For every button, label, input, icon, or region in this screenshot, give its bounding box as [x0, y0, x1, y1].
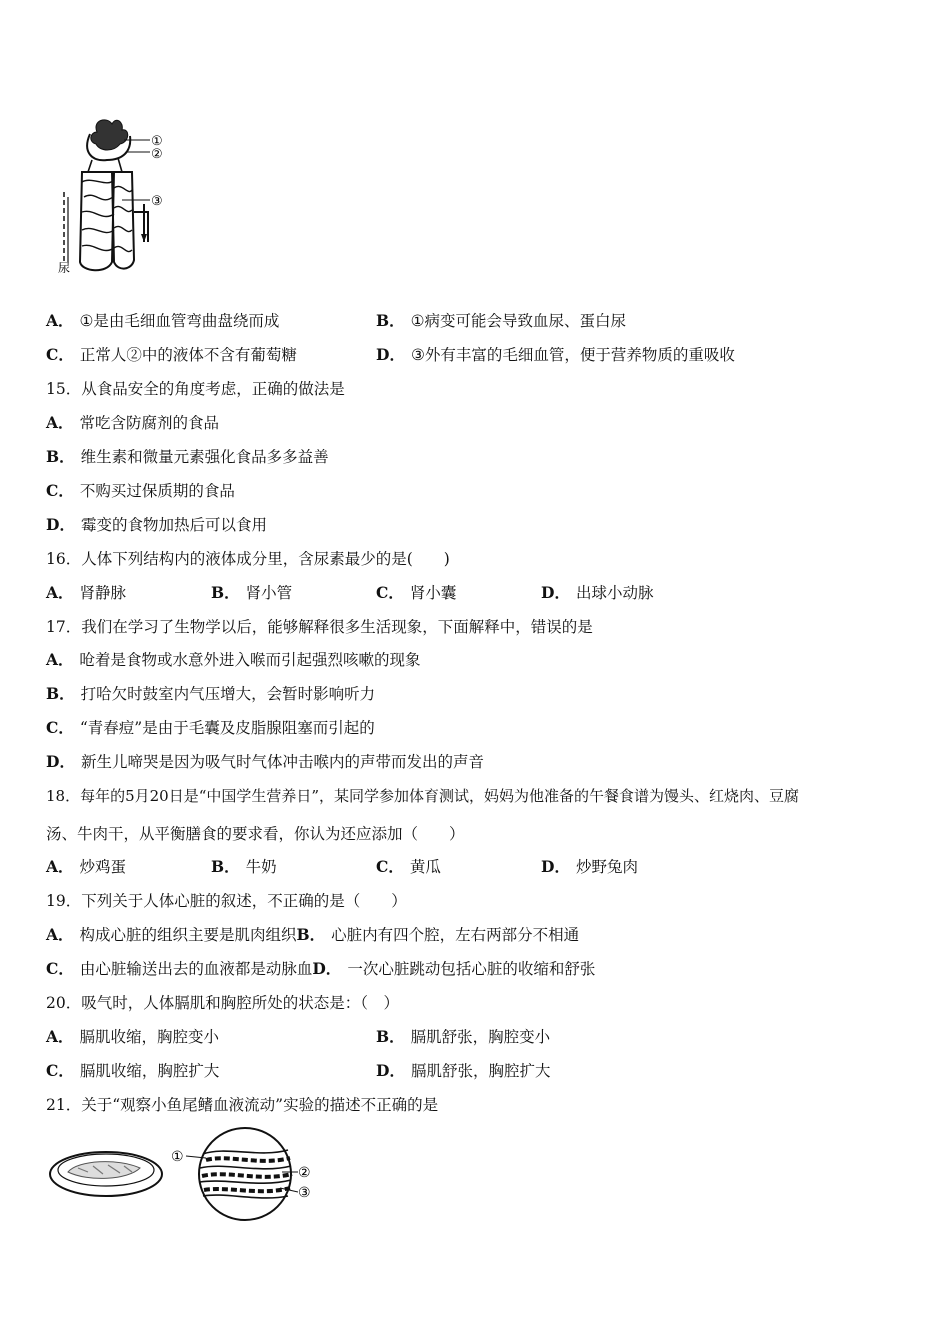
q21-figure-label-2: ②	[298, 1165, 311, 1181]
q21-figure-label-3: ③	[298, 1185, 311, 1201]
q16-option-d[interactable]: D． 出球小动脉	[541, 583, 654, 602]
q18-option-c[interactable]: C． 黄瓜	[376, 857, 441, 876]
q19-option-d[interactable]: D． 一次心脏跳动包括心脏的收缩和舒张	[312, 959, 596, 978]
petri-dish-diagram	[48, 1140, 166, 1202]
figure-label-urine: 尿	[58, 261, 71, 275]
q16-option-b[interactable]: B． 肾小管	[211, 583, 293, 602]
figure-label-2: ②	[151, 147, 163, 162]
q19-option-b[interactable]: B． 心脏内有四个腔，左右两部分不相通	[296, 925, 580, 944]
q15-option-d[interactable]: D． 霉变的食物加热后可以食用	[46, 515, 267, 534]
q16-option-c[interactable]: C． 肾小囊	[376, 583, 457, 602]
q15-option-b[interactable]: B． 维生素和微量元素强化食品多多益善	[46, 447, 329, 466]
q16-option-a[interactable]: A． 肾静脉	[46, 583, 127, 602]
q14-option-d[interactable]: D． ③外有丰富的毛细血管，便于营养物质的重吸收	[376, 345, 735, 364]
q21-figure-label-1: ①	[171, 1149, 184, 1165]
q18-option-b[interactable]: B． 牛奶	[211, 857, 277, 876]
q14-option-c[interactable]: C． 正常人②中的液体不含有葡萄糖	[46, 345, 297, 364]
q17-option-b[interactable]: B． 打哈欠时鼓室内气压增大，会暂时影响听力	[46, 684, 376, 703]
blood-flow-diagram	[170, 1124, 320, 1224]
q20-option-c[interactable]: C． 膈肌收缩，胸腔扩大	[46, 1061, 220, 1080]
q19-option-c[interactable]: C． 由心脏输送出去的血液都是动脉血	[46, 959, 313, 978]
figure-label-3: ③	[151, 194, 163, 209]
q14-option-a[interactable]: A． ①是由毛细血管弯曲盘绕而成	[46, 311, 280, 330]
q19-option-row1	[46, 925, 579, 945]
figure-label-1: ①	[151, 134, 163, 149]
q18-option-d[interactable]: D． 炒野兔肉	[541, 857, 638, 876]
q20-stem: 20．吸气时，人体膈肌和胸腔所处的状态是：（ ）	[46, 994, 399, 1012]
q15-stem: 15．从食品安全的角度考虑，正确的做法是	[46, 380, 345, 398]
q16-stem: 16．人体下列结构内的液体成分里，含尿素最少的是( )	[46, 550, 450, 568]
q17-stem: 17．我们在学习了生物学以后，能够解释很多生活现象，下面解释中，错误的是	[46, 618, 593, 636]
q18-stem-line1: 18．每年的5月20日是“中国学生营养日”，某同学参加体育测试，妈妈为他准备的午餐食谱为馒头、红烧肉、豆腐	[46, 787, 800, 805]
q18-stem-line2: 汤、牛肉干，从平衡膳食的要求看，你认为还应添加（ ）	[46, 825, 465, 843]
q15-option-a[interactable]: A． 常吃含防腐剂的食品	[46, 413, 220, 432]
q14-option-b[interactable]: B． ①病变可能会导致血尿、蛋白尿	[376, 311, 627, 330]
q18-option-a[interactable]: A． 炒鸡蛋	[46, 857, 127, 876]
q20-option-a[interactable]: A． 膈肌收缩，胸腔变小	[46, 1027, 220, 1046]
q17-option-d[interactable]: D． 新生儿啼哭是因为吸气时气体冲击喉内的声带而发出的声音	[46, 752, 484, 771]
q19-stem: 19．下列关于人体心脏的叙述，不正确的是（ ）	[46, 892, 407, 910]
q19-option-row2	[46, 959, 595, 979]
q17-option-a[interactable]: A． 呛着是食物或水意外进入喉而引起强烈咳嗽的现象	[46, 650, 421, 669]
nephron-diagram	[52, 112, 182, 277]
q20-option-b[interactable]: B． 膈肌舒张，胸腔变小	[376, 1027, 551, 1046]
q21-stem: 21．关于“观察小鱼尾鳍血液流动”实验的描述不正确的是	[46, 1096, 439, 1114]
q20-option-d[interactable]: D． 膈肌舒张，胸腔扩大	[376, 1061, 551, 1080]
q17-option-c[interactable]: C． “青春痘”是由于毛囊及皮脂腺阻塞而引起的	[46, 718, 375, 737]
q19-option-a[interactable]: A． 构成心脏的组织主要是肌肉组织	[46, 925, 297, 944]
q15-option-c[interactable]: C． 不购买过保质期的食品	[46, 481, 235, 500]
